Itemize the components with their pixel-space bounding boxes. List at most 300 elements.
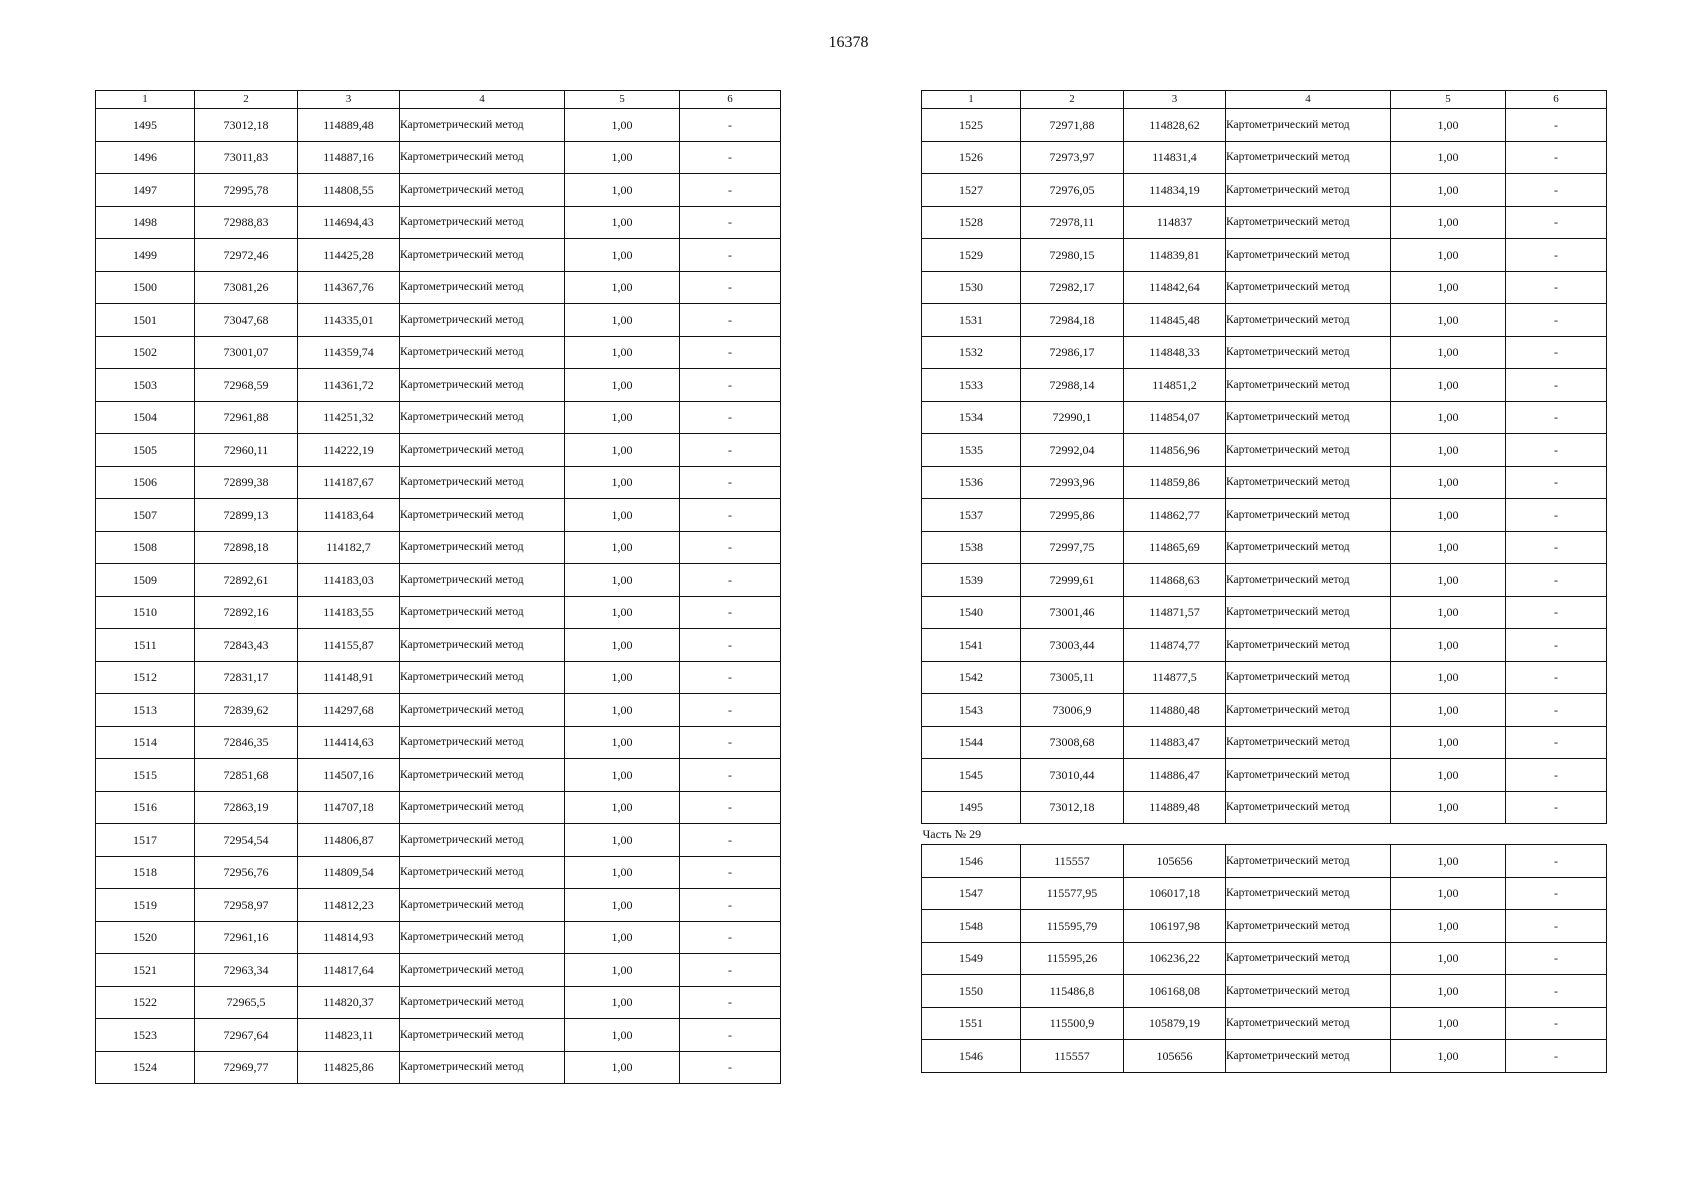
cell-point-number: 1514 [96,726,195,759]
cell-accuracy: 1,00 [565,1019,680,1052]
cell-point-number: 1546 [922,1040,1021,1073]
col-header-6: 6 [1506,91,1607,109]
cell-accuracy: 1,00 [1391,499,1506,532]
table-row [96,1051,781,1084]
table-row [922,726,1607,759]
cell-accuracy: 1,00 [565,726,680,759]
table-row [922,239,1607,272]
cell-point-number: 1542 [922,661,1021,694]
cell-point-number: 1499 [96,239,195,272]
cell-accuracy: 1,00 [1391,845,1506,878]
table-row [96,499,781,532]
cell-accuracy: 1,00 [1391,975,1506,1008]
cell-point-number: 1520 [96,921,195,954]
cell-note: - [1506,369,1607,402]
cell-accuracy: 1,00 [565,434,680,467]
cell-x-coordinate: 72999,61 [1021,564,1124,597]
cell-y-coordinate: 114183,64 [298,499,400,532]
cell-note: - [1506,726,1607,759]
cell-x-coordinate: 73011,83 [195,141,298,174]
cell-note: - [1506,845,1607,878]
cell-y-coordinate: 114251,32 [298,401,400,434]
table-row [96,141,781,174]
col-header-1: 1 [922,91,1021,109]
cell-point-number: 1528 [922,206,1021,239]
cell-accuracy: 1,00 [565,824,680,857]
cell-x-coordinate: 72971,88 [1021,109,1124,142]
col-header-4: 4 [1226,91,1391,109]
table-row [922,499,1607,532]
table-row [96,174,781,207]
cell-point-number: 1508 [96,531,195,564]
cell-y-coordinate: 114359,74 [298,336,400,369]
cell-y-coordinate: 114820,37 [298,986,400,1019]
cell-x-coordinate: 72851,68 [195,759,298,792]
cell-x-coordinate: 73012,18 [195,109,298,142]
cell-x-coordinate: 72967,64 [195,1019,298,1052]
cell-accuracy: 1,00 [565,759,680,792]
cell-note: - [1506,1040,1607,1073]
cell-accuracy: 1,00 [1391,694,1506,727]
table-row [96,271,781,304]
cell-point-number: 1529 [922,239,1021,272]
cell-point-number: 1527 [922,174,1021,207]
cell-method: Картометрический метод [400,1051,565,1084]
cell-x-coordinate: 73001,46 [1021,596,1124,629]
cell-x-coordinate: 72995,78 [195,174,298,207]
cell-note: - [680,954,781,987]
cell-x-coordinate: 72990,1 [1021,401,1124,434]
table-row [922,596,1607,629]
cell-y-coordinate: 105656 [1124,845,1226,878]
table-row [96,206,781,239]
cell-note: - [1506,564,1607,597]
cell-y-coordinate: 114823,11 [298,1019,400,1052]
cell-accuracy: 1,00 [565,531,680,564]
cell-y-coordinate: 114694,43 [298,206,400,239]
cell-accuracy: 1,00 [565,401,680,434]
cell-y-coordinate: 114335,01 [298,304,400,337]
cell-x-coordinate: 72892,16 [195,596,298,629]
cell-y-coordinate: 114889,48 [1124,791,1226,824]
cell-x-coordinate: 72988,14 [1021,369,1124,402]
cell-point-number: 1537 [922,499,1021,532]
cell-note: - [1506,271,1607,304]
table-row [96,986,781,1019]
cell-method: Картометрический метод [1226,369,1391,402]
cell-method: Картометрический метод [1226,239,1391,272]
col-header-3: 3 [298,91,400,109]
table-row [96,726,781,759]
section-row [922,824,1607,845]
coordinates-table-left [95,90,781,1084]
cell-point-number: 1535 [922,434,1021,467]
cell-note: - [680,661,781,694]
cell-accuracy: 1,00 [1391,564,1506,597]
cell-note: - [680,759,781,792]
cell-method: Картометрический метод [1226,942,1391,975]
cell-point-number: 1544 [922,726,1021,759]
cell-y-coordinate: 114842,64 [1124,271,1226,304]
table-row [922,369,1607,402]
cell-accuracy: 1,00 [1391,596,1506,629]
cell-x-coordinate: 72995,86 [1021,499,1124,532]
cell-accuracy: 1,00 [1391,206,1506,239]
table-row [922,694,1607,727]
cell-method: Картометрический метод [1226,174,1391,207]
cell-x-coordinate: 72831,17 [195,661,298,694]
cell-y-coordinate: 114414,63 [298,726,400,759]
cell-method: Картометрический метод [400,304,565,337]
cell-x-coordinate: 73010,44 [1021,759,1124,792]
cell-y-coordinate: 114825,86 [298,1051,400,1084]
cell-accuracy: 1,00 [1391,1007,1506,1040]
cell-x-coordinate: 72961,16 [195,921,298,954]
cell-method: Картометрический метод [400,434,565,467]
cell-x-coordinate: 72846,35 [195,726,298,759]
cell-x-coordinate: 72963,34 [195,954,298,987]
cell-point-number: 1510 [96,596,195,629]
cell-y-coordinate: 114886,47 [1124,759,1226,792]
cell-accuracy: 1,00 [1391,369,1506,402]
cell-point-number: 1495 [96,109,195,142]
cell-x-coordinate: 72892,61 [195,564,298,597]
cell-x-coordinate: 115557 [1021,1040,1124,1073]
left-table-body [96,109,781,1084]
cell-x-coordinate: 72863,19 [195,791,298,824]
cell-x-coordinate: 115486,8 [1021,975,1124,1008]
cell-point-number: 1498 [96,206,195,239]
cell-x-coordinate: 72954,54 [195,824,298,857]
cell-y-coordinate: 114809,54 [298,856,400,889]
cell-method: Картометрический метод [1226,726,1391,759]
cell-note: - [680,824,781,857]
cell-x-coordinate: 72899,38 [195,466,298,499]
cell-note: - [1506,661,1607,694]
cell-method: Картометрический метод [1226,466,1391,499]
cell-method: Картометрический метод [1226,791,1391,824]
cell-note: - [1506,239,1607,272]
cell-x-coordinate: 72965,5 [195,986,298,1019]
cell-y-coordinate: 114183,55 [298,596,400,629]
cell-accuracy: 1,00 [1391,401,1506,434]
cell-accuracy: 1,00 [1391,910,1506,943]
cell-note: - [1506,877,1607,910]
header-row [922,91,1607,109]
cell-method: Картометрический метод [400,694,565,727]
cell-accuracy: 1,00 [565,239,680,272]
table-row [96,564,781,597]
cell-note: - [1506,694,1607,727]
table-row [96,824,781,857]
table-row [922,141,1607,174]
cell-accuracy: 1,00 [1391,791,1506,824]
col-header-4: 4 [400,91,565,109]
cell-method: Картометрический метод [400,531,565,564]
cell-method: Картометрический метод [1226,629,1391,662]
cell-x-coordinate: 72899,13 [195,499,298,532]
cell-note: - [1506,759,1607,792]
cell-note: - [680,596,781,629]
table-row [96,401,781,434]
col-header-6: 6 [680,91,781,109]
cell-point-number: 1500 [96,271,195,304]
cell-accuracy: 1,00 [1391,726,1506,759]
table-row [922,174,1607,207]
cell-accuracy: 1,00 [565,336,680,369]
cell-point-number: 1518 [96,856,195,889]
cell-x-coordinate: 72958,97 [195,889,298,922]
cell-method: Картометрический метод [1226,877,1391,910]
cell-method: Картометрический метод [400,174,565,207]
table-row [96,596,781,629]
cell-x-coordinate: 72956,76 [195,856,298,889]
cell-y-coordinate: 114425,28 [298,239,400,272]
cell-y-coordinate: 114507,16 [298,759,400,792]
cell-y-coordinate: 105879,19 [1124,1007,1226,1040]
table-row [96,694,781,727]
cell-note: - [680,564,781,597]
table-row [96,336,781,369]
cell-note: - [1506,499,1607,532]
col-header-2: 2 [195,91,298,109]
cell-note: - [680,499,781,532]
cell-note: - [1506,401,1607,434]
cell-method: Картометрический метод [400,499,565,532]
cell-method: Картометрический метод [1226,910,1391,943]
cell-x-coordinate: 115557 [1021,845,1124,878]
cell-note: - [680,206,781,239]
table-row [922,759,1607,792]
cell-point-number: 1525 [922,109,1021,142]
cell-accuracy: 1,00 [1391,942,1506,975]
cell-x-coordinate: 72986,17 [1021,336,1124,369]
cell-y-coordinate: 114883,47 [1124,726,1226,759]
cell-method: Картометрический метод [1226,109,1391,142]
table-row [96,1019,781,1052]
cell-note: - [1506,206,1607,239]
table-row [922,434,1607,467]
cell-x-coordinate: 73047,68 [195,304,298,337]
cell-note: - [680,1019,781,1052]
cell-x-coordinate: 72960,11 [195,434,298,467]
table-row [922,206,1607,239]
table-row [96,369,781,402]
cell-x-coordinate: 72993,96 [1021,466,1124,499]
cell-note: - [680,271,781,304]
cell-point-number: 1530 [922,271,1021,304]
cell-y-coordinate: 106236,22 [1124,942,1226,975]
cell-x-coordinate: 72898,18 [195,531,298,564]
cell-y-coordinate: 114806,87 [298,824,400,857]
cell-method: Картометрический метод [1226,401,1391,434]
table-row [96,239,781,272]
cell-note: - [680,889,781,922]
table-row [96,791,781,824]
cell-accuracy: 1,00 [1391,271,1506,304]
cell-method: Картометрический метод [400,629,565,662]
table-row [922,791,1607,824]
cell-accuracy: 1,00 [565,271,680,304]
cell-method: Картометрический метод [400,954,565,987]
cell-x-coordinate: 72843,43 [195,629,298,662]
table-row [922,304,1607,337]
table-row [922,629,1607,662]
cell-note: - [1506,975,1607,1008]
col-header-2: 2 [1021,91,1124,109]
cell-note: - [680,921,781,954]
cell-note: - [680,336,781,369]
cell-x-coordinate: 72969,77 [195,1051,298,1084]
cell-note: - [1506,174,1607,207]
cell-x-coordinate: 72972,46 [195,239,298,272]
cell-y-coordinate: 114828,62 [1124,109,1226,142]
cell-x-coordinate: 72997,75 [1021,531,1124,564]
cell-accuracy: 1,00 [565,694,680,727]
cell-note: - [680,141,781,174]
cell-x-coordinate: 73005,11 [1021,661,1124,694]
cell-y-coordinate: 114222,19 [298,434,400,467]
cell-y-coordinate: 114297,68 [298,694,400,727]
table-row [922,910,1607,943]
cell-y-coordinate: 114361,72 [298,369,400,402]
table-row [922,1040,1607,1073]
cell-accuracy: 1,00 [1391,174,1506,207]
cell-accuracy: 1,00 [565,954,680,987]
cell-y-coordinate: 114839,81 [1124,239,1226,272]
cell-note: - [1506,109,1607,142]
cell-point-number: 1507 [96,499,195,532]
cell-accuracy: 1,00 [565,304,680,337]
table-row [922,975,1607,1008]
cell-method: Картометрический метод [400,759,565,792]
cell-point-number: 1502 [96,336,195,369]
cell-method: Картометрический метод [1226,304,1391,337]
cell-note: - [1506,1007,1607,1040]
table-row [96,856,781,889]
cell-x-coordinate: 72984,18 [1021,304,1124,337]
cell-point-number: 1548 [922,910,1021,943]
cell-x-coordinate: 72961,88 [195,401,298,434]
cell-note: - [680,239,781,272]
cell-point-number: 1532 [922,336,1021,369]
cell-method: Картометрический метод [1226,759,1391,792]
cell-accuracy: 1,00 [565,141,680,174]
cell-point-number: 1539 [922,564,1021,597]
cell-point-number: 1501 [96,304,195,337]
table-row [922,401,1607,434]
cell-x-coordinate: 73012,18 [1021,791,1124,824]
cell-point-number: 1505 [96,434,195,467]
cell-method: Картометрический метод [1226,531,1391,564]
cell-y-coordinate: 114887,16 [298,141,400,174]
right-table-body-a [922,109,1607,824]
col-header-3: 3 [1124,91,1226,109]
cell-point-number: 1543 [922,694,1021,727]
cell-accuracy: 1,00 [1391,336,1506,369]
table-row [922,271,1607,304]
cell-x-coordinate: 72988,83 [195,206,298,239]
cell-y-coordinate: 106168,08 [1124,975,1226,1008]
cell-y-coordinate: 114874,77 [1124,629,1226,662]
cell-note: - [680,109,781,142]
cell-point-number: 1496 [96,141,195,174]
cell-point-number: 1513 [96,694,195,727]
cell-point-number: 1516 [96,791,195,824]
cell-y-coordinate: 114854,07 [1124,401,1226,434]
cell-accuracy: 1,00 [565,661,680,694]
cell-point-number: 1550 [922,975,1021,1008]
table-row [922,845,1607,878]
cell-point-number: 1531 [922,304,1021,337]
cell-y-coordinate: 106017,18 [1124,877,1226,910]
cell-x-coordinate: 72980,15 [1021,239,1124,272]
cell-note: - [680,986,781,1019]
cell-point-number: 1549 [922,942,1021,975]
cell-x-coordinate: 72982,17 [1021,271,1124,304]
cell-point-number: 1521 [96,954,195,987]
table-row [922,336,1607,369]
cell-method: Картометрический метод [400,921,565,954]
cell-accuracy: 1,00 [565,499,680,532]
cell-accuracy: 1,00 [565,921,680,954]
table-row [96,954,781,987]
cell-method: Картометрический метод [1226,434,1391,467]
cell-note: - [1506,434,1607,467]
cell-x-coordinate: 72978,11 [1021,206,1124,239]
cell-method: Картометрический метод [1226,1007,1391,1040]
cell-accuracy: 1,00 [1391,434,1506,467]
cell-accuracy: 1,00 [1391,141,1506,174]
cell-y-coordinate: 114817,64 [298,954,400,987]
cell-y-coordinate: 114183,03 [298,564,400,597]
cell-method: Картометрический метод [1226,1040,1391,1073]
cell-point-number: 1536 [922,466,1021,499]
cell-x-coordinate: 72968,59 [195,369,298,402]
cell-point-number: 1509 [96,564,195,597]
cell-note: - [680,466,781,499]
cell-x-coordinate: 72973,97 [1021,141,1124,174]
cell-point-number: 1526 [922,141,1021,174]
cell-method: Картометрический метод [400,336,565,369]
cell-accuracy: 1,00 [565,369,680,402]
header-row [96,91,781,109]
right-table-body-b [922,845,1607,1073]
table-row [922,661,1607,694]
cell-accuracy: 1,00 [1391,629,1506,662]
cell-accuracy: 1,00 [565,889,680,922]
section-group [922,824,1607,845]
cell-accuracy: 1,00 [1391,877,1506,910]
cell-accuracy: 1,00 [1391,466,1506,499]
cell-y-coordinate: 114148,91 [298,661,400,694]
cell-note: - [680,434,781,467]
cell-method: Картометрический метод [400,206,565,239]
cell-method: Картометрический метод [400,369,565,402]
cell-note: - [680,694,781,727]
cell-method: Картометрический метод [400,986,565,1019]
cell-accuracy: 1,00 [565,1051,680,1084]
cell-point-number: 1545 [922,759,1021,792]
cell-x-coordinate: 73081,26 [195,271,298,304]
table-row [96,466,781,499]
cell-note: - [680,304,781,337]
cell-note: - [680,369,781,402]
cell-method: Картометрический метод [1226,694,1391,727]
cell-point-number: 1523 [96,1019,195,1052]
cell-method: Картометрический метод [400,466,565,499]
cell-y-coordinate: 114367,76 [298,271,400,304]
